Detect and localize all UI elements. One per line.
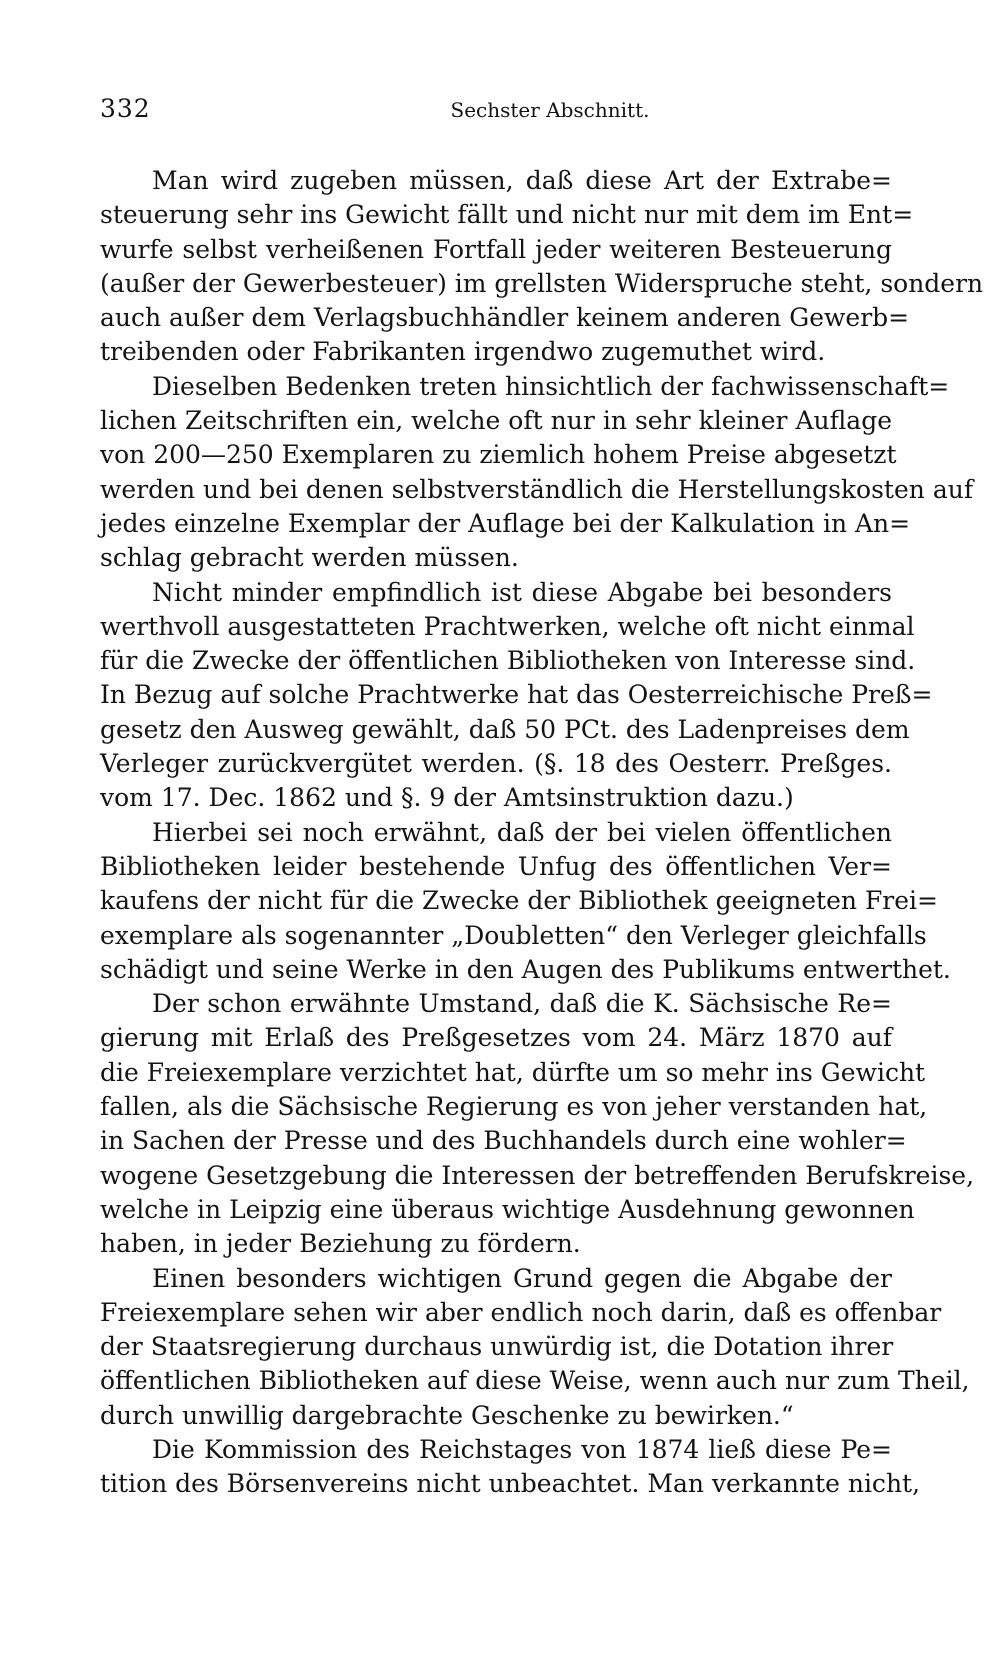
text-line: gesetz den Ausweg gewählt, daß 50 PCt. des Ladenpreises dem — [100, 714, 910, 744]
text-line: von 200—250 Exemplaren zu ziemlich hohem Preise abgesetzt — [100, 440, 897, 470]
text-line: schlag gebracht werden müssen. — [100, 543, 519, 573]
text-line: kaufens der nicht für die Zwecke der Bibliothek geeigneten Frei= — [100, 886, 938, 916]
text-line: Nicht minder empfindlich ist diese Abgabe bei besonders — [152, 577, 892, 607]
text-line: Freiexemplare sehen wir aber endlich noch darin, daß es offenbar — [100, 1297, 942, 1327]
text-line: exemplare als sogenannter „Doubletten“ den Verleger gleichfalls — [100, 920, 927, 950]
text-line: (außer der Gewerbesteuer) im grellsten Widerspruche steht, sondern — [100, 268, 984, 298]
text-line: treibenden oder Fabrikanten irgendwo zugemuthet wird. — [100, 337, 826, 367]
running-head: Sechster Abschnitt. — [450, 98, 650, 122]
text-line: jedes einzelne Exemplar der Auflage bei der Kalkulation in An= — [100, 508, 911, 538]
text-line: tition des Börsenvereins nicht unbeachtet. Man verkannte nicht, — [100, 1469, 921, 1499]
text-line: lichen Zeitschriften ein, welche oft nur in sehr kleiner Auflage — [100, 406, 892, 436]
text-line: vom 17. Dec. 1862 und §. 9 der Amtsinstruktion dazu.) — [100, 783, 794, 813]
text-line: der Staatsregierung durchaus unwürdig ist, die Dotation ihrer — [100, 1332, 894, 1362]
text-line: wogene Gesetzgebung die Interessen der betreffenden Berufskreise, — [100, 1160, 975, 1190]
text-line: haben, in jeder Beziehung zu fördern. — [100, 1229, 581, 1259]
text-line: schädigt und seine Werke in den Augen des Publikums entwerthet. — [100, 954, 951, 984]
text-line: Hierbei sei noch erwähnt, daß der bei vielen öffentlichen — [152, 817, 892, 847]
text-line: auch außer dem Verlagsbuchhändler keinem anderen Gewerb= — [100, 303, 910, 333]
text-line: in Sachen der Presse und des Buchhandels durch eine wohler= — [100, 1126, 907, 1156]
text-line: Die Kommission des Reichstages von 1874 ließ diese Pe= — [152, 1434, 892, 1464]
text-line: Bibliotheken leider bestehende Unfug des öffentlichen Ver= — [100, 851, 892, 881]
text-line: durch unwillig dargebrachte Geschenke zu bewirken.“ — [100, 1400, 794, 1430]
text-line: gierung mit Erlaß des Preßgesetzes vom 24. März 1870 auf — [100, 1023, 892, 1053]
text-line: werden und bei denen selbstverständlich die Herstellungskosten auf — [100, 474, 974, 504]
body-text — [100, 164, 984, 1502]
text-line: werthvoll ausgestatteten Prachtwerken, welche oft nicht einmal — [100, 611, 915, 641]
text-line: Verleger zurückvergütet werden. (§. 18 des Oesterr. Preßges. — [100, 749, 892, 779]
page-header — [100, 94, 890, 134]
text-line: Man wird zugeben müssen, daß diese Art der Extrabe= — [152, 166, 892, 195]
text-line: fallen, als die Sächsische Regierung es von jeher verstanden hat, — [100, 1092, 928, 1122]
text-line: die Freiexemplare verzichtet hat, dürfte um so mehr ins Gewicht — [100, 1057, 926, 1087]
text-line: Einen besonders wichtigen Grund gegen die Abgabe der — [152, 1263, 892, 1293]
text-line: welche in Leipzig eine überaus wichtige Ausdehnung gewonnen — [100, 1194, 915, 1224]
page-number: 332 — [100, 94, 151, 123]
text-line: Dieselben Bedenken treten hinsichtlich der fachwissenschaft= — [152, 371, 950, 401]
text-line: öffentlichen Bibliotheken auf diese Weise, wenn auch nur zum Theil, — [100, 1366, 970, 1396]
text-line: Der schon erwähnte Umstand, daß die K. Sächsische Re= — [152, 989, 892, 1019]
text-line: für die Zwecke der öffentlichen Bibliotheken von Interesse sind. — [100, 646, 916, 676]
text-line: steuerung sehr ins Gewicht fällt und nicht nur mit dem im Ent= — [100, 200, 914, 230]
text-line: wurfe selbst verheißenen Fortfall jeder weiteren Besteuerung — [100, 234, 892, 264]
text-line: In Bezug auf solche Prachtwerke hat das Oesterreichische Preß= — [100, 680, 933, 710]
